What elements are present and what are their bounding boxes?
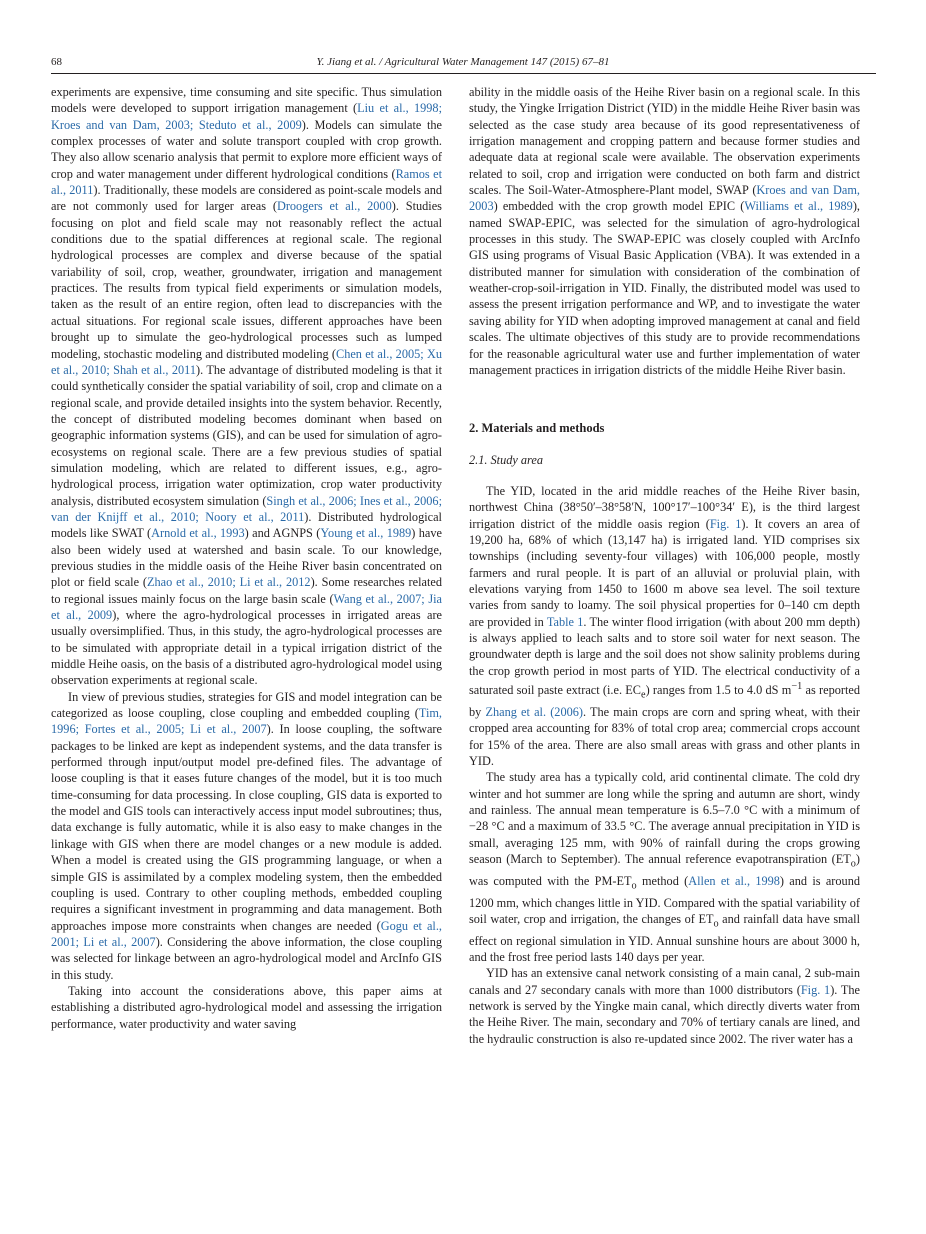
left-column [51,84,442,1032]
citation-link[interactable]: Williams et al., 1989 [744,199,853,214]
subsection-heading: 2.1. Study area [469,452,543,467]
page-number: 68 [51,56,62,68]
citation-link[interactable]: Singh et al., 2006; Ines et al., 2006; van der Knijff et al., 2010; Noory et al., 2011 [51,493,442,524]
citation-link[interactable]: Liu et al., 1998; Kroes and van Dam, 2003; Steduto et al., 2009 [51,101,442,132]
citation-link[interactable]: Ramos et al., 2011 [51,166,442,198]
citation-link[interactable]: Allen et al., 1998 [688,873,780,888]
citation-link[interactable]: Tim, 1996; Fortes et al., 2005; Li et al., 2007 [51,706,442,737]
paragraph: The YID, located in the arid middle reaches of the Heihe River basin, northwest China (38°50′–38°58′N, 100°17′–100°34′ E), is the third largest irrigation district of the middle oasis region (Fig. 1). It covers an area of 19,200 ha, 68% of which (13,147 ha) is irrigated land. YID comprises six townships (including seventy-four villages) with 106,000 people, mostly farmers and rural people. It is part of an alluvial or proluvial plain, with elevations varying from 1450 to 1600 m above sea level. The soil texture varies from sandy to loamy. The soil physical properties for 0–140 cm depth are provided in Table 1. The winter flood irrigation (with about 200 mm depth) is always applied to leach salts and to store soil water for next season. The groundwater depth is large and the soil does not show salinity problems during the crop growth period in most parts of YID. The electrical conductivity of a saturated soil paste extract (i.e. $EC_e$) ranges from 1.5 to 4.0 dS $m^{-1}$ as reported by Zhang et al. (2006). The main crops are corn and spring wheat, with their cropped area accounting for 83% of total crop area; commercial crops account for 15% of the area. There are also small areas with grass and other plants in YID. [469,483,861,768]
citation-link[interactable]: Wang et al., 2007; Jia et al., 2009 [51,591,442,622]
header-rule [51,73,876,74]
citation-link[interactable]: Young et al., 1989 [320,526,412,541]
citation-link[interactable]: Chen et al., 2005; Xu et al., 2010; Shah et al., 2011 [51,346,442,377]
citation-link[interactable]: Zhang et al. (2006) [485,704,583,719]
paragraph: In view of previous studies, strategies for GIS and model integration can be categorized as loose coupling, close coupling and embedded coupling (Tim, 1996; Fortes et al., 2005; Li et al., 2007). In loose coupling, the software packages to be linked are kept as independent systems, and the data transfer is performed through input/output model pre-defined files. The advantage of loose coupling is that it eases future changes of the model, but it is too much time-consuming for data processing. In close coupling, GIS data is exported to the model and GIS tools can interactively access input model subroutines; thus, data exchange is fully automatic, while it is also easy to make changes in the linkage with GIS when there are model changes or a new module is added. When a model is created using the GIS programming language, or when a simple GIS is assimilated by a complex modeling system, then the embedded coupling is used. Contrary to other coupling methods, embedded coupling requires a significant investment in programming and data management. Both approaches impose more constraints when changes are needed (Gogu et al., 2001; Li et al., 2007). Considering the above information, the close coupling was selected for linkage between an agro-hydrological model and ArcInfo GIS in this study. [51,689,442,982]
section-heading: 2. Materials and methods [469,421,605,436]
subsection-body [469,483,860,1047]
figure-link[interactable]: Fig. 1 [709,516,742,531]
paragraph: experiments are expensive, time consuming and site specific. Thus simulation models were developed to support irrigation management (Liu et al., 1998; Kroes and van Dam, 2003; Steduto et al., 2009). Models can simulate the complex processes of water and solute transport coupled with crop growth. They also allow scenario analysis that permit to explore more efficient ways of crop and water management under different hydrological conditions (Ramos et al., 2011). Traditionally, these models are considered as point-scale models and are not commonly used for larger areas (Droogers et al., 2000). Studies focusing on plot and field scale may not reasonably reflect the actual conditions due to the spatial differences at regional scale. The regional hydrological processes are complex and diverse because of the spatial variability of soil, crop, weather, groundwater, irrigation and management practices. The results from typical field experiments or simulation models, taken as the result of an entire region, often lead to discrepancies with the actual situations. For regional scale issues, different approaches have been brought up to simulate the geo-hydrological processes such as lumped modeling, stochastic modeling and distributed modeling (Chen et al., 2005; Xu et al., 2010; Shah et al., 2011). The advantage of distributed modeling is that it could synthetically consider the spatial variability of soil, crop and climate on a regional scale, and provide detailed insights into the system behavior. Recently, the concept of distributed modeling becomes dominant when based on geographic information systems (GIS), and can be used for simulation of agro-ecosystems on regional scale. There are a few previous studies of spatial simulation modeling, which are related to different issues, e.g., agro-hydrological process, irrigation water optimization, crop water productivity analysis, distributed ecosystem simulation (Singh et al., 2006; Ines et al., 2006; van der Knijff et al., 2010; Noory et al., 2011). Distributed hydrological models like SWAT (Arnold et al., 1993) and AGNPS (Young et al., 1989) have also been widely used at watershed and basin scale. To our knowledge, previous studies in the middle oasis of the Heihe River basin concentrated on plot or field scale (Zhao et al., 2010; Li et al., 2012). Some researches related to regional issues mainly focus on the large basin scale (Wang et al., 2007; Jia et al., 2009), where the agro-hydrological processes in irrigated areas are usually oversimplified. Thus, in this study, the agro-hydrological processes are to be simulated with appropriate detail in a typical irrigation district of the middle Heihe oasis, on the basis of a distributed agro-hydrological model using observation experiments at regional scale. [51,85,443,688]
paragraph: Taking into account the considerations above, this paper aims at establishing a distributed agro-hydrological model and assessing the irrigation performance, water productivity and water saving [51,983,442,1031]
paragraph: YID has an extensive canal network consisting of a main canal, 2 sub-main canals and 27 secondary canals with more than 1000 distributors (Fig. 1). The network is served by the Yingke main canal, which directly diverts water from the Heihe River. The main, secondary and 70% of tertiary canals are lined, and the hydraulic construction is also re-updated since 2002. The river water has a [469,966,860,1046]
citation-link[interactable]: Gogu et al., 2001; Li et al., 2007 [51,918,442,949]
paragraph: ability in the middle oasis of the Heihe River basin on a regional scale. In this study, the Yingke Irrigation District (YID) in the middle Heihe River basin was selected as the case study area because of its good representativeness of irrigation management and cropping pattern and because former studies and adequate data at regional scale were available. The observation experiments related to soil, crop and irrigation were conducted on both farm and district scales. The Soil-Water-Atmosphere-Plant model, SWAP (Kroes and van Dam, 2003) embedded with the crop growth model EPIC (Williams et al., 1989), named SWAP-EPIC, was selected for the simulation of agro-hydrological processes in this study. The SWAP-EPIC was closely coupled with ArcInfo GIS using programs of Visual Basic Application (VBA). It was extended in a distributed manner for simulation with consideration of the combination of weather-crop-soil-irrigation in YID. Finally, the distributed model was used to assess the present irrigation performance and WP, and to investigate the water saving ability for YID when adopting improved management at canal and field scales. The ultimate objectives of this study are to provide recommendations for the reasonable agricultural water use and further implementation of water management practices in irrigation districts of the middle Heihe River basin. [469,85,861,377]
right-column [469,84,860,1047]
paragraph: The study area has a typically cold, arid continental climate. The cold dry winter and hot summer are long while the spring and autumn are short, windy and rainless. The annual mean temperature is 6.5–7.0 °C with a minimum of −28 °C and a maximum of 33.5 °C. The average annual precipitation in YID is small, averaging 125 mm, with 90% of rainfall during the crops growing season (March to September). The annual reference evapotranspiration $(ET_o)$ was computed with the $PM-ET_o$ method (Allen et al., 1998) and is around 1200 mm, which changes little in YID. Compared with the spatial variability of soil water, crop and irrigation, the changes of $ET_o$ and rainfall data have small effect on regional simulation in YID. Annual sunshine hours are about 3000 h, and the frost free period lasts 140 days per year. [469,770,860,965]
citation-link[interactable]: Kroes and van Dam, 2003 [469,183,861,214]
citation-link[interactable]: Zhao et al., 2010; Li et al., 2012 [147,575,311,590]
citation-link[interactable]: Droogers et al., 2000 [276,199,392,214]
figure-link[interactable]: Fig. 1 [800,982,831,997]
citation-link[interactable]: Arnold et al., 1993 [151,526,245,541]
table-link[interactable]: Table 1 [546,614,584,629]
running-head: Y. Jiang et al. / Agricultural Water Management 147 (2015) 67–81 [316,56,610,68]
